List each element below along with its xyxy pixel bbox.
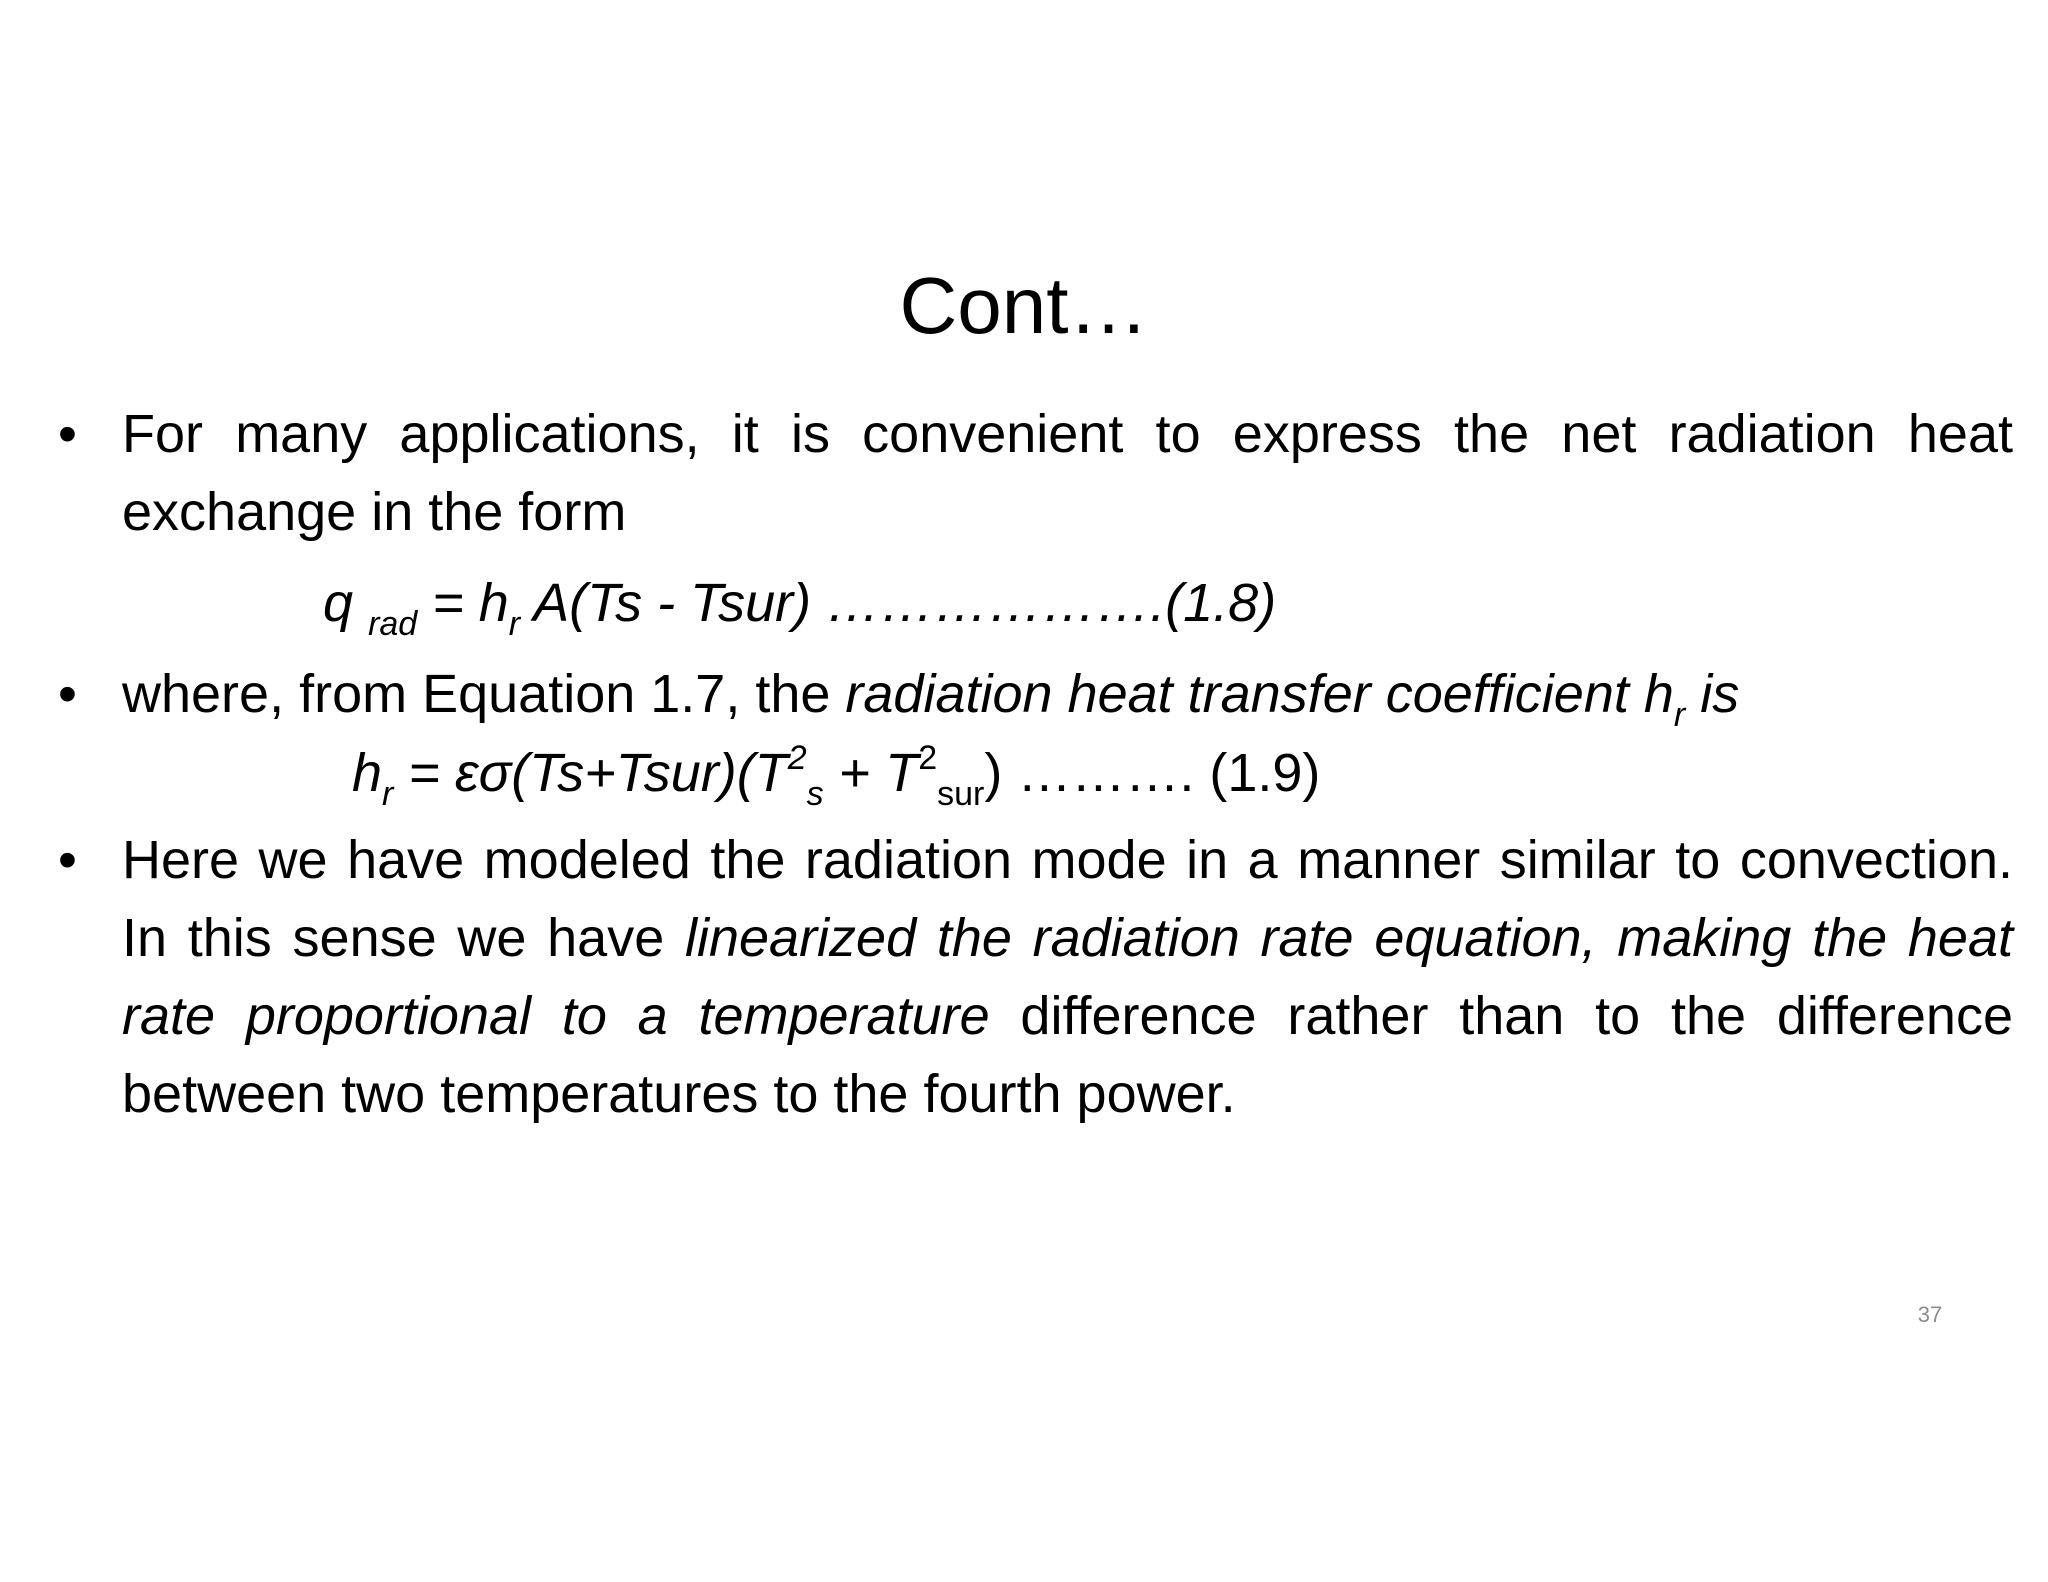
equation-1-9 [58, 733, 2013, 813]
eq-sub-2: sur [937, 775, 985, 813]
bullet-text-subscript: r [1673, 696, 1686, 734]
slide-title: Cont… [899, 261, 1149, 350]
slide-content [58, 395, 2013, 1133]
bullet-dot: • [58, 664, 77, 724]
bullet-text-italic: linearized the radiation rate equation, making the heat rate proportional to a temperature [122, 908, 2013, 1046]
eq-rhs: A(Ts - Tsur) ……………….(1.8) [520, 573, 1277, 633]
eq-lhs-subscript: rad [368, 605, 418, 643]
eq-lhs: q [323, 573, 354, 633]
bullet-item-3 [58, 821, 2013, 1133]
bullet-dot: • [58, 830, 77, 890]
bullet-text-plain-1: Here we have modeled the radiation mode in a manner similar to convection. In this sense we have [122, 830, 2013, 968]
eq-sup-2: 2 [918, 739, 938, 777]
bullet-text-italic-tail: is [1685, 664, 1740, 724]
bullet-text-plain-2: difference rather than to the difference between two temperatures to the fourth power. [122, 986, 2013, 1124]
eq-h-subscript: r [382, 775, 394, 813]
eq-h: h [352, 743, 383, 803]
eq-part-3: ) ………. (1.9) [984, 743, 1321, 803]
bullet-item-1 [58, 395, 2013, 551]
eq-sub-1: s [806, 775, 824, 813]
eq-h-subscript: r [508, 605, 521, 643]
page-number: 37 [1917, 1302, 1943, 1327]
bullet-dot: • [58, 404, 77, 464]
bullet-text: For many applications, it is convenient to express the net radiation heat exchange in the form [122, 404, 2013, 542]
bullet-text-plain: where, from Equation 1.7, the [122, 664, 846, 724]
equation-1-8 [58, 551, 2013, 655]
eq-equals: = h [417, 573, 509, 633]
eq-sup-1: 2 [787, 739, 807, 777]
eq-part-2: + T [823, 743, 919, 803]
eq-part-1: = εσ(Ts+Tsur)(T [393, 743, 788, 803]
bullet-text-italic: radiation heat transfer coefficient h [845, 664, 1674, 724]
bullet-item-2 [58, 655, 2013, 733]
